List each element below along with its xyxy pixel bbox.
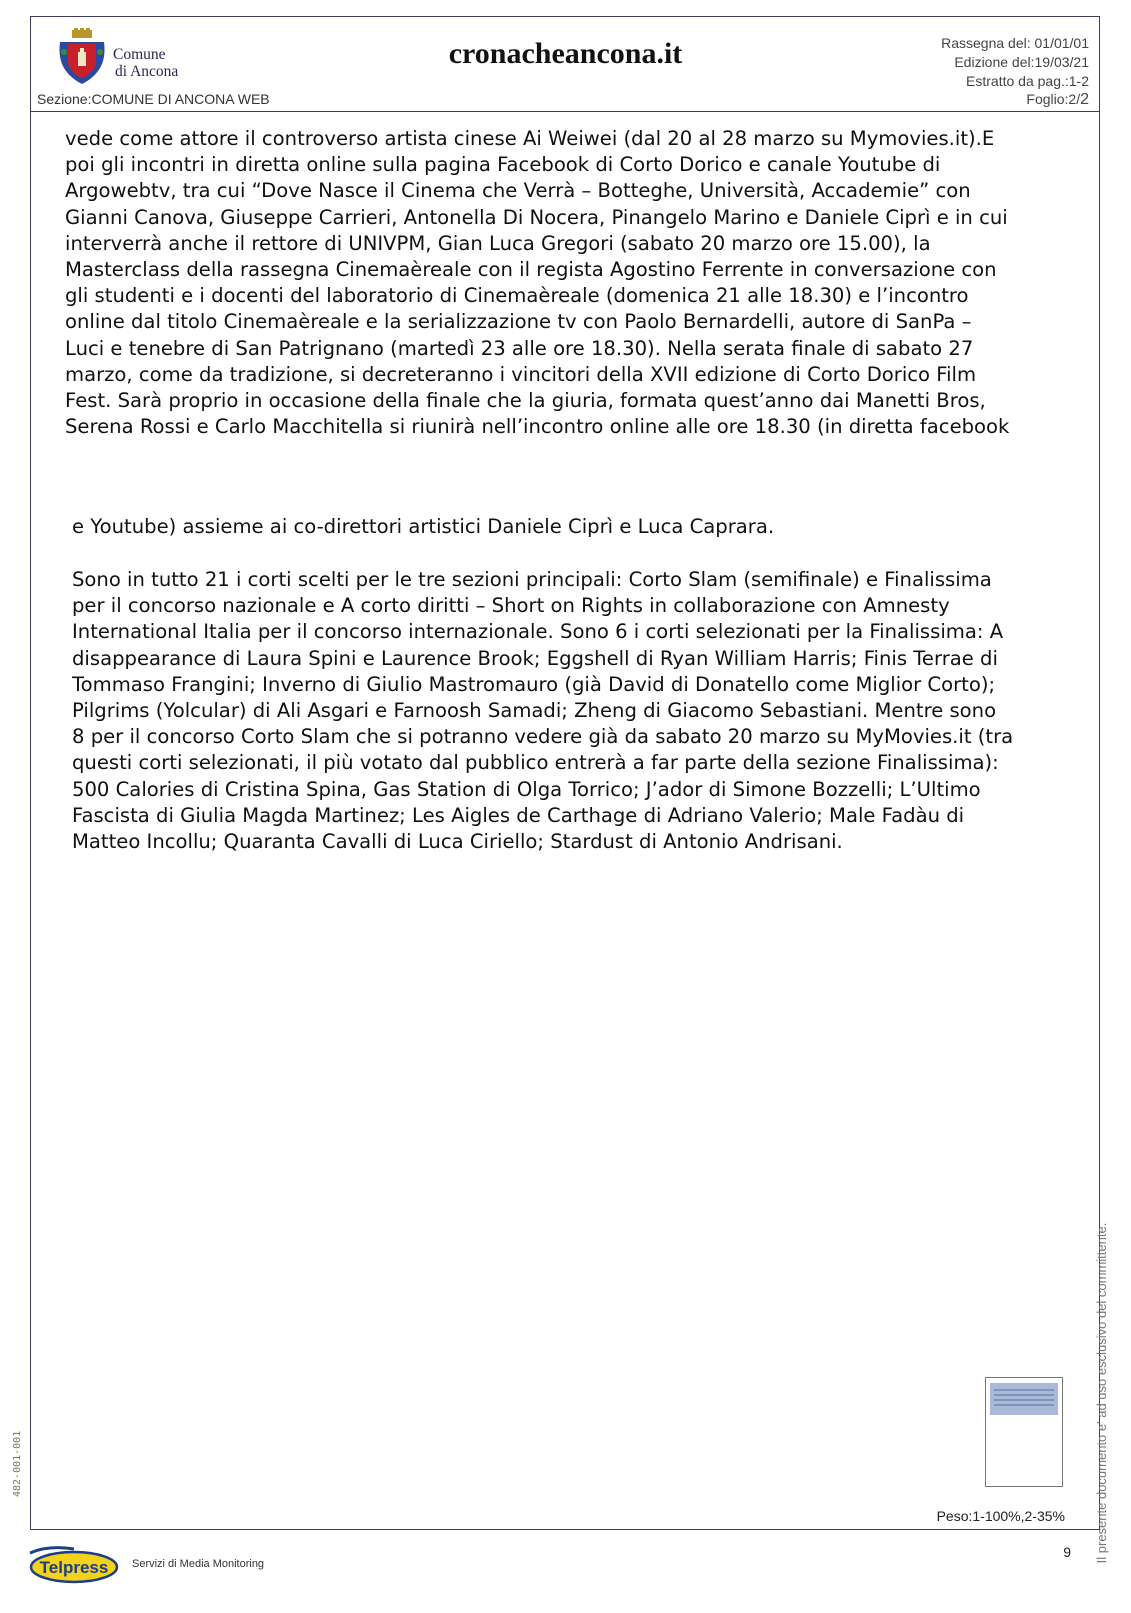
text-line: Pilgrims (Yolcular) di Ali Asgari e Farnoosh Samadi; Zheng di Giacomo Sebastiani. Mentre sono (72, 699, 997, 723)
logo-line-comune: Comune (113, 46, 166, 63)
text-line: Argowebtv, tra cui “Dove Nasce il Cinema che Verrà – Botteghe, Università, Accademie” con (65, 179, 971, 203)
foglio-total: 2 (1080, 91, 1089, 108)
text-line: 500 Calories di Cristina Spina, Gas Station di Olga Torrico; J’ador di Simone Bozzelli; L’Ultimo (72, 777, 981, 801)
text-line: online dal titolo Cinemaèreale e la serializzazione tv con Paolo Bernardelli, autore di SanPa – (65, 310, 972, 334)
text-line: vede come attore il controverso artista cinese Ai Weiwei (dal 20 al 28 marzo su Mymovies.it).E (65, 127, 995, 150)
text-line: Gianni Canova, Giuseppe Carrieri, Antonella Di Nocera, Pinangelo Marino e Daniele Ciprì e in cui (65, 205, 1008, 229)
section-label: Sezione:COMUNE DI ANCONA WEB (37, 91, 270, 107)
text-line: e Youtube) assieme ai co-direttori artistici Daniele Ciprì e Luca Caprara. (72, 515, 775, 538)
estratto-pages: Estratto da pag.:1-2 (966, 73, 1089, 89)
side-notice: Il presente documento e' ad uso esclusivo del committente. (1093, 1222, 1109, 1564)
page-number: 9 (1063, 1544, 1071, 1560)
media-monitoring-tagline: Servizi di Media Monitoring (132, 1558, 265, 1570)
text-line: disappearance di Laura Spini e Laurence Brook; Eggshell di Ryan William Harris; Finis Terrae di (72, 646, 998, 670)
rassegna-date: Rassegna del: 01/01/01 (941, 35, 1089, 51)
text-line: Luci e tenebre di San Patrignano (martedì 23 alle ore 18.30). Nella serata finale di sabato 27 (65, 336, 974, 360)
page-thumbnail (985, 1377, 1063, 1487)
text-line: per il concorso nazionale e A corto diritti – Short on Rights in collaborazione con Amnesty (72, 594, 950, 618)
edizione-date: Edizione del:19/03/21 (954, 54, 1089, 70)
logo-line-ancona: di Ancona (115, 63, 179, 80)
text-line: Fest. Sarà proprio in occasione della finale che la giuria, formata quest’anno dai Manetti Bros, (65, 389, 986, 413)
text-line: interverrà anche il rettore di UNIVPM, Gian Luca Gregori (sabato 20 marzo ore 15.00), la (65, 231, 931, 255)
text-line: poi gli incontri in diretta online sulla pagina Facebook di Corto Dorico e canale Youtube di (65, 153, 941, 177)
peso-label: Peso:1-100%,2-35% (936, 1508, 1065, 1524)
text-line: Serena Rossi e Carlo Macchitella si riunirà nell’incontro online alle ore 18.30 (in diretta facebook (65, 415, 1010, 439)
text-line: Sono in tutto 21 i corti scelti per le tre sezioni principali: Corto Slam (semifinale) e Finalissima (72, 568, 992, 591)
text-line: gli studenti e i docenti del laboratorio di Cinemaèreale (domenica 21 alle 18.30) e l’incontro (65, 284, 969, 308)
text-line: Tommaso Frangini; Inverno di Giulio Mastromauro (già David di Donatello come Miglior Corto); (72, 672, 996, 696)
publication-title: cronacheancona.it (448, 37, 683, 70)
text-line: Masterclass della rassegna Cinemaèreale con il regista Agostino Ferrente in conversazione con (65, 258, 997, 282)
telpress-logo-text: Telpress (39, 1558, 109, 1577)
text-line: International Italia per il concorso internazionale. Sono 6 i corti selezionati per la Finalissima: A (72, 620, 1004, 644)
text-line: questi corti selezionati, il più votato dal pubblico entrerà a far parte della sezione Finalissima): (72, 751, 999, 775)
article-paragraph-2 (72, 514, 1102, 540)
text-line: 8 per il concorso Corto Slam che si potranno vedere già da sabato 20 marzo su MyMovies.it (tra (72, 725, 1014, 749)
text-line: marzo, come da tradizione, si decreteranno i vincitori della XVII edizione di Corto Dorico Film (65, 362, 977, 386)
header-divider (30, 111, 1100, 112)
telpress-logo-icon (28, 1545, 120, 1585)
document-code: 482-001-001 (12, 1430, 23, 1497)
foglio-prefix: Foglio:2/ (1026, 91, 1081, 107)
foglio-label (1026, 91, 1089, 109)
article-paragraph-1 (65, 126, 1095, 440)
text-line: Fascista di Giulia Magda Martinez; Les Aigles de Carthage di Adriano Valerio; Male Fadàu di (72, 803, 965, 827)
issue-meta (941, 34, 1089, 91)
text-line: Matteo Incollu; Quaranta Cavalli di Luca Ciriello; Stardust di Antonio Andrisani. (72, 830, 843, 854)
article-paragraph-3 (72, 567, 1102, 855)
